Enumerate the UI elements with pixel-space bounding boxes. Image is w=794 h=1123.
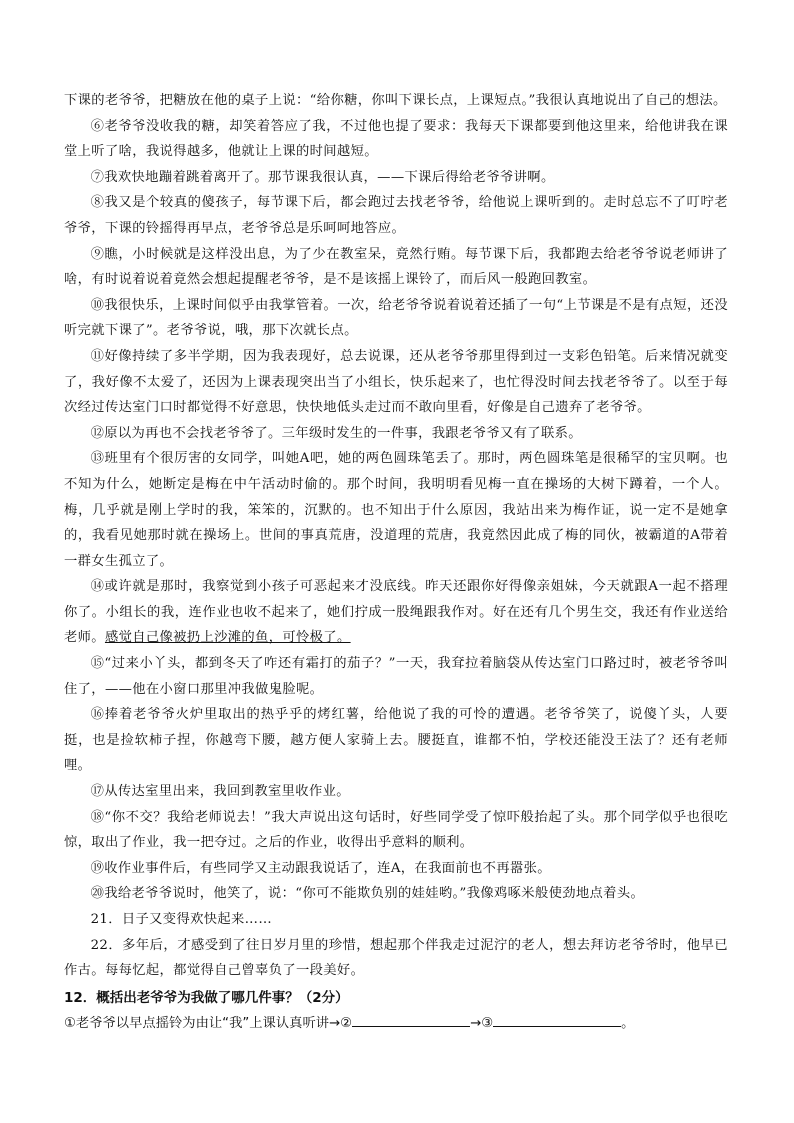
- answer-blank-2[interactable]: [352, 1012, 470, 1027]
- question-12: [64, 986, 728, 1038]
- paragraph-7: ⑦我欢快地蹦着跳着离开了。那节课我很认真，——下课后得给老爷爷讲啊。: [90, 169, 555, 185]
- paragraph-14-text: ⑭或许就是那时，我察觉到小孩子可恶起来才没底线。昨天还跟你好得像亲姐妹，今天就跟A一起不搭理你了。小组长的我，连作业也收不起来了，她们拧成一股绳跟我作对。好在还有几个男生交，我还有作业送给老师。: [64, 579, 728, 646]
- underlined-sentence: 感觉自己像被扔上沙滩的鱼，可怜极了。: [104, 630, 351, 646]
- question-answer-line: [64, 1010, 728, 1038]
- paragraph-17: ⑰从传达室里出来，我回到教室里收作业。: [90, 784, 350, 800]
- paragraph-12: ⑫原以为再也不会找老爷爷了。三年级时发生的一件事，我跟老爷爷又有了联系。: [90, 425, 582, 441]
- paragraph-20: ⑳我给老爷爷说时，他笑了，说：“你可不能欺负别的娃娃哟。”我像鸡啄米般使劲地点着头。: [90, 886, 645, 902]
- answer-blank-3[interactable]: [493, 1012, 621, 1027]
- paragraph-5-continued: 下课的老爷爷，把糖放在他的桌子上说：“给你糖，你叫下课长点，上课短点。”我很认真地说出了自己的想法。: [64, 93, 727, 108]
- paragraph-8: ⑧我又是个较真的傻孩子，每节课下后，都会跑过去找老爷爷，给他说上课听到的。走时总忘不了叮咛老爷爷，下课的铃摇得再早点，老爷爷总是乐呵呵地答应。: [64, 195, 728, 236]
- paragraph-13: ⑬班里有个很厉害的女同学，叫她A吧，她的两色圆珠笔丢了。那时，两色圆珠笔是很稀罕的宝贝啊。也不知为什么，她断定是梅在中午活动时偷的。那个时间，我明明看见梅一直在操场的大树下蹲着，一个人。梅，几乎就是刚上学时的我，笨笨的，沉默的。也不知出于什么原因，我站出来为梅作证，说一定不是她拿的，我看见她那时就在操场上。世间的事真荒唐，没道理的荒唐，我竟然因此成了梅的同伙，被霸道的A带着一群女生孤立了。: [64, 451, 728, 569]
- answer-arrow-3: →③: [470, 1015, 494, 1031]
- paragraph-15: ⑮“过来小丫头，都到冬天了咋还有霜打的茄子？”一天，我耷拉着脑袋从传达室门口路过时，被老爷爷叫住了，——他在小窗口那里冲我做鬼脸呢。: [64, 656, 728, 697]
- paragraph-16: ⑯捧着老爷爷火炉里取出的热乎乎的烤红薯，给他说了我的可怜的遭遇。老爷爷笑了，说傻丫头，人要挺，也是捡软柿子捏，你越弯下腰，越方便人家骑上去。腰挺直，谁都不怕，学校还能没王法了？还有老师哩。: [64, 707, 728, 774]
- paragraph-11: ⑪好像持续了多半学期，因为我表现好，总去说课，还从老爷爷那里得到过一支彩色铅笔。后来情况就变了，我好像不太爱了，还因为上课表现突出当了小组长，快乐起来了，也忙得没时间去找老爷爷了。以至于每次经过传达室门口时都觉得不好意思，快快地低头走过而不敢向里看，好像是自己遗弃了老爷爷。: [64, 348, 728, 416]
- paragraph-19: ⑲收作业事件后，有些同学又主动跟我说话了，连A，在我面前也不再嚣张。: [90, 860, 551, 876]
- paragraph-22: 22．多年后，才感受到了往日岁月里的珍惜，想起那个伴我走过泥泞的老人，想去拜访老爷爷时，他早已作古。每每忆起，都觉得自己曾辜负了一段美好。: [64, 937, 728, 979]
- paragraph-10: ⑩我很快乐，上课时间似乎由我掌管着。一次，给老爷爷说着说着还插了一句“上节课是不是有点短，还没听完就下课了”。老爷爷说，哦，那下次就长点。: [64, 297, 728, 339]
- reading-passage: [64, 88, 728, 984]
- paragraph-18: ⑱“你不交？我给老师说去！”我大声说出这句话时，好些同学受了惊吓般抬起了头。那个同学似乎也很吃惊，取出了作业，我一把夺过。之后的作业，收得出乎意料的顺利。: [64, 809, 728, 851]
- answer-end: 。: [621, 1015, 635, 1031]
- paragraph-6: ⑥老爷爷没收我的糖，却笑着答应了我，不过他也提了要求：我每天下课都要到他这里来，给他讲我在课堂上听了啥，我说得越多，他就让上课的时间越短。: [64, 118, 728, 160]
- paragraph-14: [64, 574, 728, 651]
- paragraph-9: ⑨瞧，小时候就是这样没出息，为了少在教室呆，竟然行贿。每节课下后，我都跑去给老爷爷说老师讲了啥，有时说着说着竟然会想起提醒老爷爷，是不是该摇上课铃了，而后风一般跑回教室。: [64, 246, 728, 288]
- question-title: 12．概括出老爷爷为我做了哪几件事？（2分）: [64, 989, 349, 1006]
- paragraph-21: 21．日子又变得欢快起来……: [90, 912, 272, 927]
- answer-item-1: ①老爷爷以早点摇铃为由让“我”上课认真听讲→②: [64, 1015, 353, 1031]
